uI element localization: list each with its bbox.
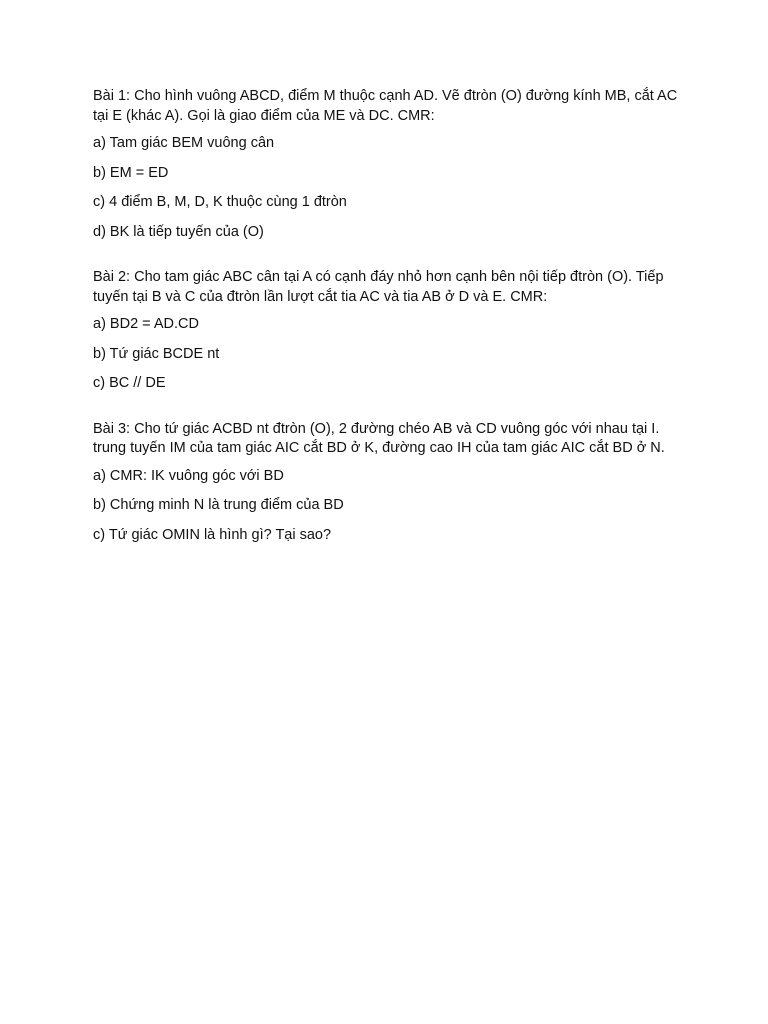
problem-1-part-a: a) Tam giác BEM vuông cân xyxy=(93,135,275,151)
problem-2-statement: Bài 2: Cho tam giác ABC cân tại A có cạnh đáy nhỏ hơn cạnh bên nội tiếp đtròn (O). Tiếp tuyến tại B và C của đtròn lần lượt cắt tia AC và tia AB ở D và E. CMR: xyxy=(93,269,664,305)
problem-1-part-d: d) BK là tiếp tuyến của (O) xyxy=(93,223,264,240)
problem-1-part-c: c) 4 điểm B, M, D, K thuộc cùng 1 đtròn xyxy=(93,194,347,210)
problem-3-part-b: b) Chứng minh N là trung điểm của BD xyxy=(93,497,344,513)
problem-2-part-c: c) BC // DE xyxy=(93,375,166,391)
problem-2 xyxy=(93,268,683,394)
problem-1 xyxy=(93,87,683,242)
problem-3-statement: Bài 3: Cho tứ giác ACBD nt đtròn (O), 2 đường chéo AB và CD vuông góc với nhau tại I. trung tuyến IM của tam giác AIC cắt BD ở K, đường cao IH của tam giác AIC cắt BD ở N. xyxy=(93,420,665,456)
problem-3 xyxy=(93,420,683,546)
problem-2-part-a: a) BD2 = AD.CD xyxy=(93,316,199,332)
document-body xyxy=(93,87,683,555)
problem-1-statement: Bài 1: Cho hình vuông ABCD, điểm M thuộc cạnh AD. Vẽ đtròn (O) đường kính MB, cắt AC tại E (khác A). Gọi là giao điểm của ME và DC. CMR: xyxy=(93,88,678,124)
problem-3-part-a: a) CMR: IK vuông góc với BD xyxy=(93,467,284,484)
problem-2-part-b: b) Tứ giác BCDE nt xyxy=(93,345,220,362)
problem-1-part-b: b) EM = ED xyxy=(93,164,169,181)
problem-3-part-c: c) Tứ giác OMIN là hình gì? Tại sao? xyxy=(93,526,332,543)
